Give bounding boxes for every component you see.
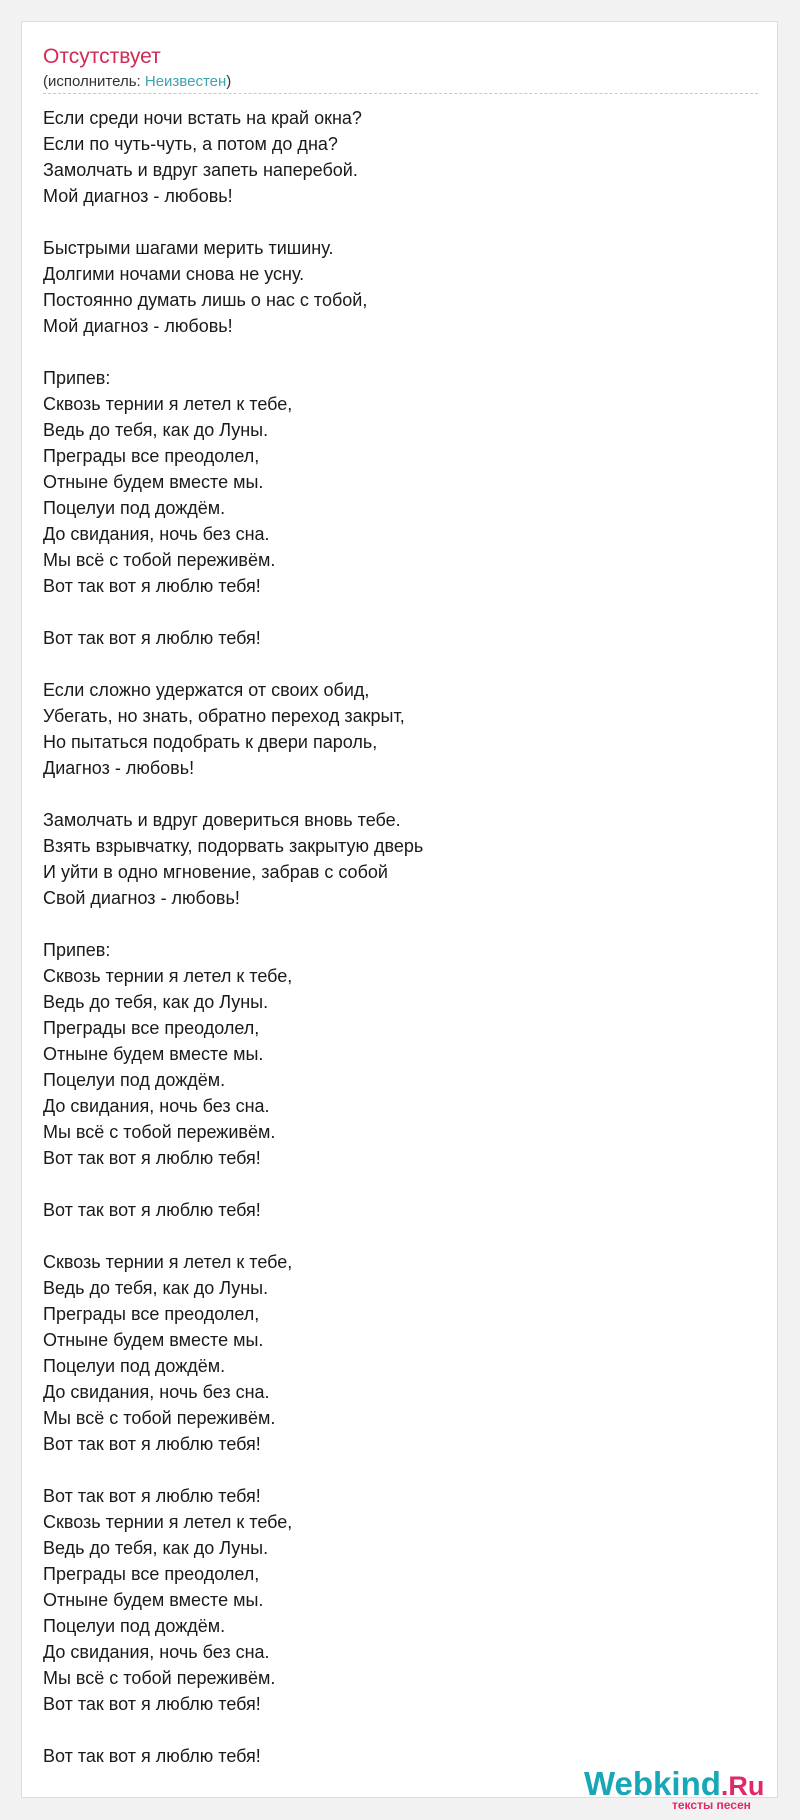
- lyrics-text: [43, 105, 758, 1795]
- lyric-line: Вот так вот я люблю тебя!: [43, 1148, 261, 1168]
- lyric-line: Долгими ночами снова не усну.: [43, 264, 305, 284]
- lyric-line: Ведь до тебя, как до Луны.: [43, 1538, 269, 1558]
- lyric-line: Но пытаться подобрать к двери пароль,: [43, 732, 378, 752]
- lyric-line: Отныне будем вместе мы.: [43, 1590, 264, 1610]
- lyric-line: Вот так вот я люблю тебя!: [43, 628, 261, 648]
- lyrics-stanza: [43, 1483, 758, 1717]
- lyric-line: Сквозь тернии я летел к тебе,: [43, 1512, 293, 1532]
- lyric-line: Преграды все преодолел,: [43, 1304, 260, 1324]
- lyric-line: Мой диагноз - любовь!: [43, 316, 233, 336]
- lyrics-stanza: [43, 365, 758, 599]
- lyric-line: Убегать, но знать, обратно переход закрыт,: [43, 706, 405, 726]
- lyric-line: Преграды все преодолел,: [43, 1564, 260, 1584]
- lyrics-stanza: [43, 1249, 758, 1457]
- lyric-line: Отныне будем вместе мы.: [43, 1330, 264, 1350]
- lyrics-stanza: [43, 105, 758, 209]
- lyrics-stanza: [43, 677, 758, 781]
- lyric-line: Припев:: [43, 940, 111, 960]
- lyric-line: Ведь до тебя, как до Луны.: [43, 992, 269, 1012]
- artist-prefix: (исполнитель:: [43, 73, 145, 90]
- artist-line: [43, 72, 231, 92]
- lyric-line: Поцелуи под дождём.: [43, 498, 226, 518]
- webkind-logo[interactable]: [584, 1766, 784, 1810]
- lyric-line: Вот так вот я люблю тебя!: [43, 1486, 261, 1506]
- lyric-line: До свидания, ночь без сна.: [43, 1382, 270, 1402]
- lyric-line: Если сложно удержатся от своих обид,: [43, 680, 370, 700]
- lyrics-stanza: [43, 625, 758, 651]
- lyric-line: Припев:: [43, 368, 111, 388]
- lyric-line: Вот так вот я люблю тебя!: [43, 1694, 261, 1714]
- artist-suffix: ): [226, 73, 232, 90]
- lyrics-card: [21, 21, 778, 1812]
- lyric-line: Мы всё с тобой переживём.: [43, 1408, 276, 1428]
- lyric-line: Мы всё с тобой переживём.: [43, 1122, 276, 1142]
- lyric-line: Если среди ночи встать на край окна?: [43, 108, 362, 128]
- lyric-line: Если по чуть-чуть, а потом до дна?: [43, 134, 338, 154]
- lyric-line: Вот так вот я люблю тебя!: [43, 1200, 261, 1220]
- lyric-line: Вот так вот я люблю тебя!: [43, 1746, 261, 1766]
- song-title: Отсутствует: [43, 45, 161, 68]
- lyrics-stanza: [43, 937, 758, 1171]
- lyric-line: Ведь до тебя, как до Луны.: [43, 420, 269, 440]
- lyric-line: Поцелуи под дождём.: [43, 1616, 226, 1636]
- artist-link[interactable]: Неизвестен: [144, 73, 227, 90]
- lyric-line: До свидания, ночь без сна.: [43, 1642, 270, 1662]
- lyric-line: Вот так вот я люблю тебя!: [43, 576, 261, 596]
- lyric-line: Ведь до тебя, как до Луны.: [43, 1278, 269, 1298]
- lyric-line: Преграды все преодолел,: [43, 446, 260, 466]
- lyric-line: Мой диагноз - любовь!: [43, 186, 233, 206]
- logo-name: Webkind: [584, 1765, 721, 1802]
- lyric-line: Замолчать и вдруг довериться вновь тебе.: [43, 810, 401, 830]
- lyric-line: Сквозь тернии я летел к тебе,: [43, 966, 293, 986]
- lyric-line: До свидания, ночь без сна.: [43, 524, 270, 544]
- lyric-line: Отныне будем вместе мы.: [43, 1044, 264, 1064]
- lyric-line: Диагноз - любовь!: [43, 758, 195, 778]
- lyric-line: Постоянно думать лишь о нас с тобой,: [43, 290, 368, 310]
- lyric-line: Сквозь тернии я летел к тебе,: [43, 394, 293, 414]
- lyric-line: Свой диагноз - любовь!: [43, 888, 240, 908]
- lyric-line: Взять взрывчатку, подорвать закрытую дверь: [43, 836, 424, 856]
- lyric-line: И уйти в одно мгновение, забрав с собой: [43, 862, 388, 882]
- lyric-line: Быстрыми шагами мерить тишину.: [43, 238, 334, 258]
- logo-tagline: тексты песен: [672, 1798, 751, 1812]
- lyrics-stanza: [43, 807, 758, 911]
- logo-tld: .Ru: [720, 1771, 765, 1801]
- title-divider: [43, 93, 758, 94]
- lyric-line: Вот так вот я люблю тебя!: [43, 1434, 261, 1454]
- lyric-line: Сквозь тернии я летел к тебе,: [43, 1252, 293, 1272]
- lyric-line: Отныне будем вместе мы.: [43, 472, 264, 492]
- lyric-line: Мы всё с тобой переживём.: [43, 550, 276, 570]
- lyric-line: Преграды все преодолел,: [43, 1018, 260, 1038]
- lyric-line: Мы всё с тобой переживём.: [43, 1668, 276, 1688]
- lyrics-stanza: [43, 1197, 758, 1223]
- lyric-line: Поцелуи под дождём.: [43, 1356, 226, 1376]
- lyric-line: Замолчать и вдруг запеть наперебой.: [43, 160, 358, 180]
- lyric-line: Поцелуи под дождём.: [43, 1070, 226, 1090]
- lyrics-stanza: [43, 235, 758, 339]
- lyric-line: До свидания, ночь без сна.: [43, 1096, 270, 1116]
